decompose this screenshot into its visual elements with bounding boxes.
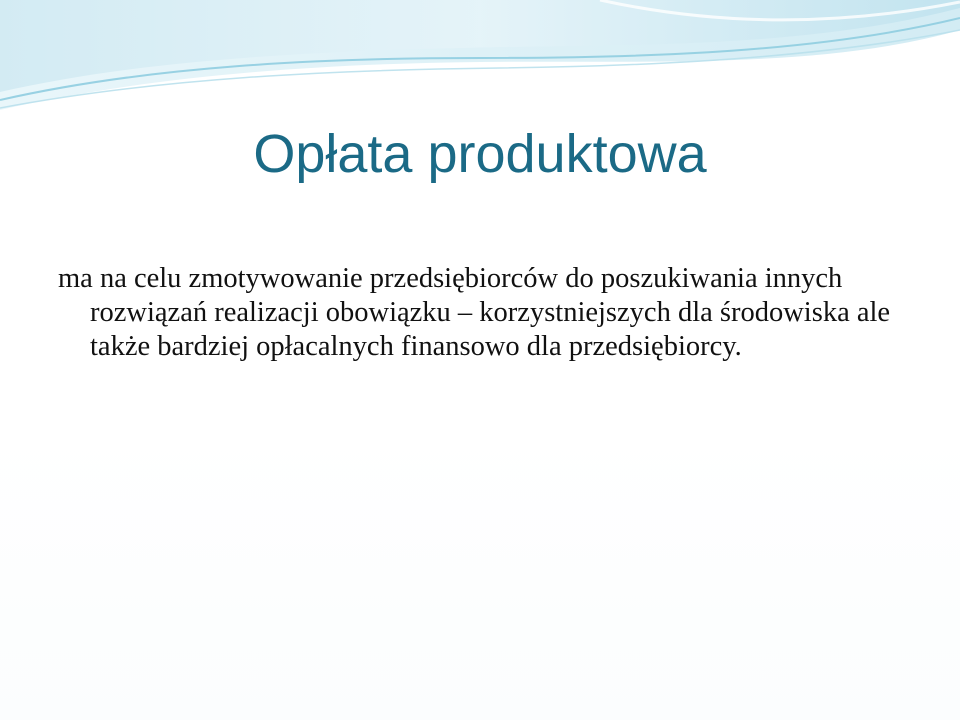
decorative-wave-header — [0, 0, 960, 130]
slide-title: Opłata produktowa — [253, 124, 707, 184]
slide-body-text: ma na celu zmotywowanie przedsiębiorców do poszukiwania innych rozwiązań realizacji obowiązku – korzystniejszych dla środowiska ale także bardziej opłacalnych finansowo dla przedsiębiorcy. — [58, 263, 891, 362]
